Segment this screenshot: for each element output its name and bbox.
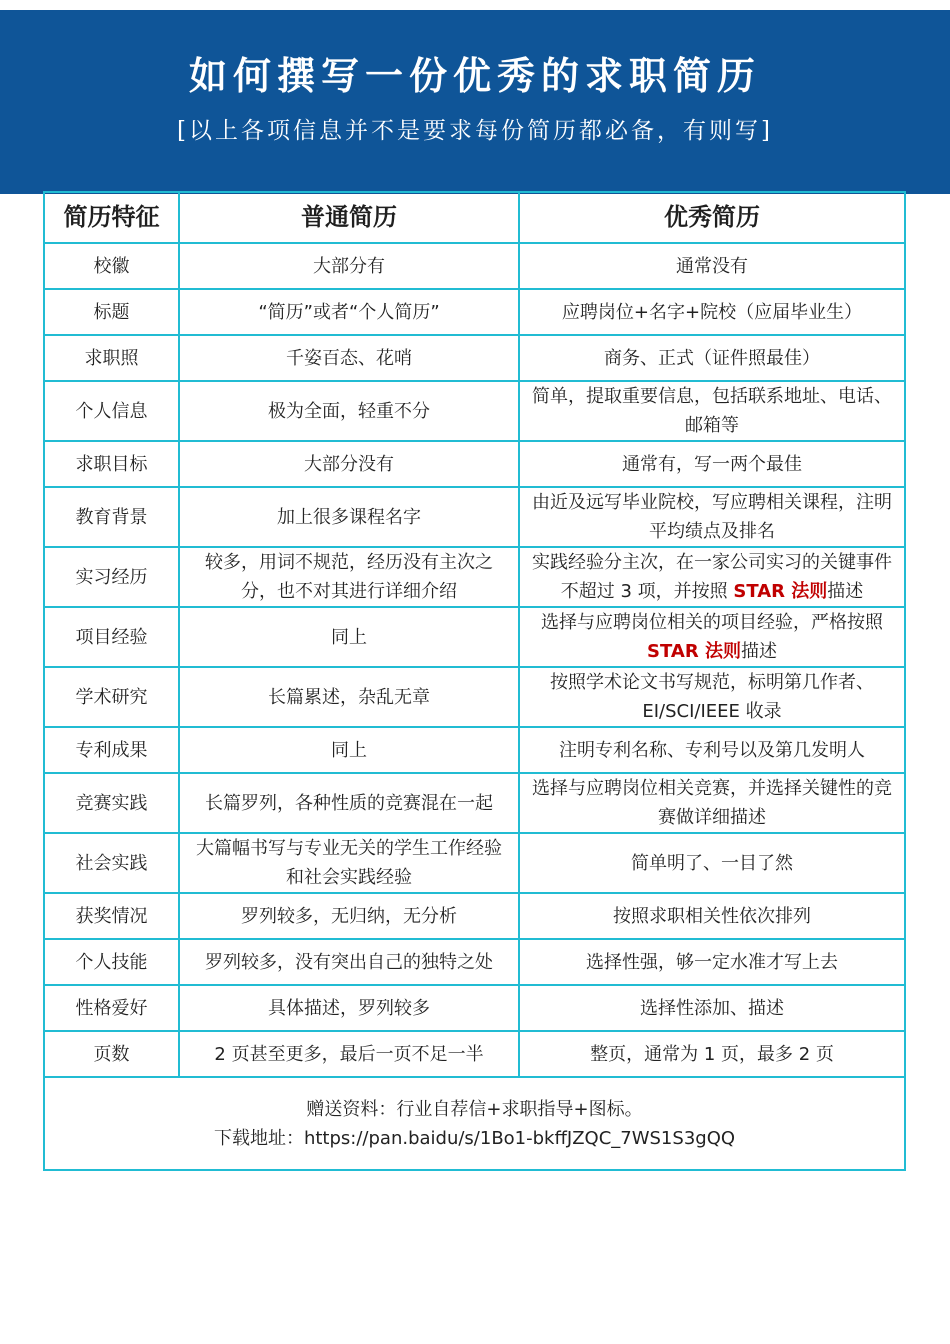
normal-cell: 2 页甚至更多，最后一页不足一半 xyxy=(179,1031,519,1077)
download-link[interactable]: 下载地址：https://pan.baidu/s/1Bo1-bkffJZQC_7WS1S3gQQ xyxy=(213,1127,736,1149)
excellent-cell: 简单明了、一目了然 xyxy=(519,833,905,893)
excellent-cell: 整页，通常为 1 页，最多 2 页 xyxy=(519,1031,905,1077)
feature-cell: 个人技能 xyxy=(44,939,179,985)
excellent-cell: 由近及远写毕业院校，写应聘相关课程，注明平均绩点及排名 xyxy=(519,487,905,547)
excellent-cell xyxy=(519,607,905,667)
normal-cell: 加上很多课程名字 xyxy=(179,487,519,547)
page-subtitle: [以上各项信息并不是要求每份简历都必备，有则写] xyxy=(177,118,773,144)
header-banner xyxy=(0,10,950,194)
feature-cell: 获奖情况 xyxy=(44,893,179,939)
table-row xyxy=(44,607,905,667)
star-method-highlight: STAR 法则 xyxy=(647,641,741,662)
feature-cell: 标题 xyxy=(44,289,179,335)
feature-cell: 教育背景 xyxy=(44,487,179,547)
excellent-cell: 选择与应聘岗位相关竞赛，并选择关键性的竞赛做详细描述 xyxy=(519,773,905,833)
table-row xyxy=(44,487,905,547)
table-header-row xyxy=(44,192,905,243)
table-row xyxy=(44,335,905,381)
table-row xyxy=(44,441,905,487)
star-method-highlight: STAR 法则 xyxy=(733,581,828,602)
excellent-cell: 简单，提取重要信息，包括联系地址、电话、邮箱等 xyxy=(519,381,905,441)
column-header-excellent: 优秀简历 xyxy=(519,192,905,243)
footer-row xyxy=(44,1077,905,1170)
feature-cell: 求职目标 xyxy=(44,441,179,487)
normal-cell: 罗列较多，无归纳，无分析 xyxy=(179,893,519,939)
table-row xyxy=(44,1031,905,1077)
normal-cell: 罗列较多，没有突出自己的独特之处 xyxy=(179,939,519,985)
normal-cell: 极为全面，轻重不分 xyxy=(179,381,519,441)
feature-cell: 校徽 xyxy=(44,243,179,289)
feature-cell: 社会实践 xyxy=(44,833,179,893)
excellent-text: 描述 xyxy=(827,581,864,602)
excellent-cell: 选择性强，够一定水准才写上去 xyxy=(519,939,905,985)
normal-cell: 大部分有 xyxy=(179,243,519,289)
feature-cell: 个人信息 xyxy=(44,381,179,441)
feature-cell: 实习经历 xyxy=(44,547,179,607)
feature-cell: 竞赛实践 xyxy=(44,773,179,833)
table-row xyxy=(44,381,905,441)
table-row xyxy=(44,727,905,773)
normal-cell: 具体描述，罗列较多 xyxy=(179,985,519,1031)
feature-cell: 求职照 xyxy=(44,335,179,381)
excellent-cell: 应聘岗位+名字+院校（应届毕业生） xyxy=(519,289,905,335)
excellent-cell: 商务、正式（证件照最佳） xyxy=(519,335,905,381)
resume-comparison-table xyxy=(43,191,906,1171)
excellent-cell xyxy=(519,547,905,607)
bonus-materials-text: 赠送资料：行业自荐信+求职指导+图标。 xyxy=(306,1098,643,1120)
excellent-text: 选择与应聘岗位相关的项目经验，严格按照 xyxy=(541,612,883,633)
feature-cell: 专利成果 xyxy=(44,727,179,773)
normal-cell: 同上 xyxy=(179,607,519,667)
table-row xyxy=(44,939,905,985)
table-row xyxy=(44,833,905,893)
footer-cell xyxy=(44,1077,905,1170)
table-row xyxy=(44,893,905,939)
column-header-feature: 简历特征 xyxy=(44,192,179,243)
excellent-text: 描述 xyxy=(740,641,777,662)
normal-cell: 较多，用词不规范，经历没有主次之分，也不对其进行详细介绍 xyxy=(179,547,519,607)
feature-cell: 页数 xyxy=(44,1031,179,1077)
normal-cell: 大篇幅书写与专业无关的学生工作经验和社会实践经验 xyxy=(179,833,519,893)
excellent-cell: 注明专利名称、专利号以及第几发明人 xyxy=(519,727,905,773)
normal-cell: 长篇累述，杂乱无章 xyxy=(179,667,519,727)
normal-cell: 长篇罗列，各种性质的竞赛混在一起 xyxy=(179,773,519,833)
excellent-cell: 选择性添加、描述 xyxy=(519,985,905,1031)
column-header-normal: 普通简历 xyxy=(179,192,519,243)
normal-cell: 同上 xyxy=(179,727,519,773)
page-title: 如何撰写一份优秀的求职简历 xyxy=(188,53,761,98)
table-row xyxy=(44,289,905,335)
feature-cell: 项目经验 xyxy=(44,607,179,667)
table-row xyxy=(44,773,905,833)
excellent-cell: 通常有，写一两个最佳 xyxy=(519,441,905,487)
excellent-text: 实践经验分主次，在一家公司实习的关键事件不超过 3 项，并按照 xyxy=(532,552,892,602)
excellent-cell: 按照求职相关性依次排列 xyxy=(519,893,905,939)
table-row xyxy=(44,667,905,727)
normal-cell: 大部分没有 xyxy=(179,441,519,487)
table-row xyxy=(44,985,905,1031)
table-row xyxy=(44,243,905,289)
excellent-cell: 通常没有 xyxy=(519,243,905,289)
normal-cell: 千姿百态、花哨 xyxy=(179,335,519,381)
table-row xyxy=(44,547,905,607)
normal-cell: “简历”或者“个人简历” xyxy=(179,289,519,335)
feature-cell: 性格爱好 xyxy=(44,985,179,1031)
excellent-cell: 按照学术论文书写规范，标明第几作者、EI/SCI/IEEE 收录 xyxy=(519,667,905,727)
feature-cell: 学术研究 xyxy=(44,667,179,727)
